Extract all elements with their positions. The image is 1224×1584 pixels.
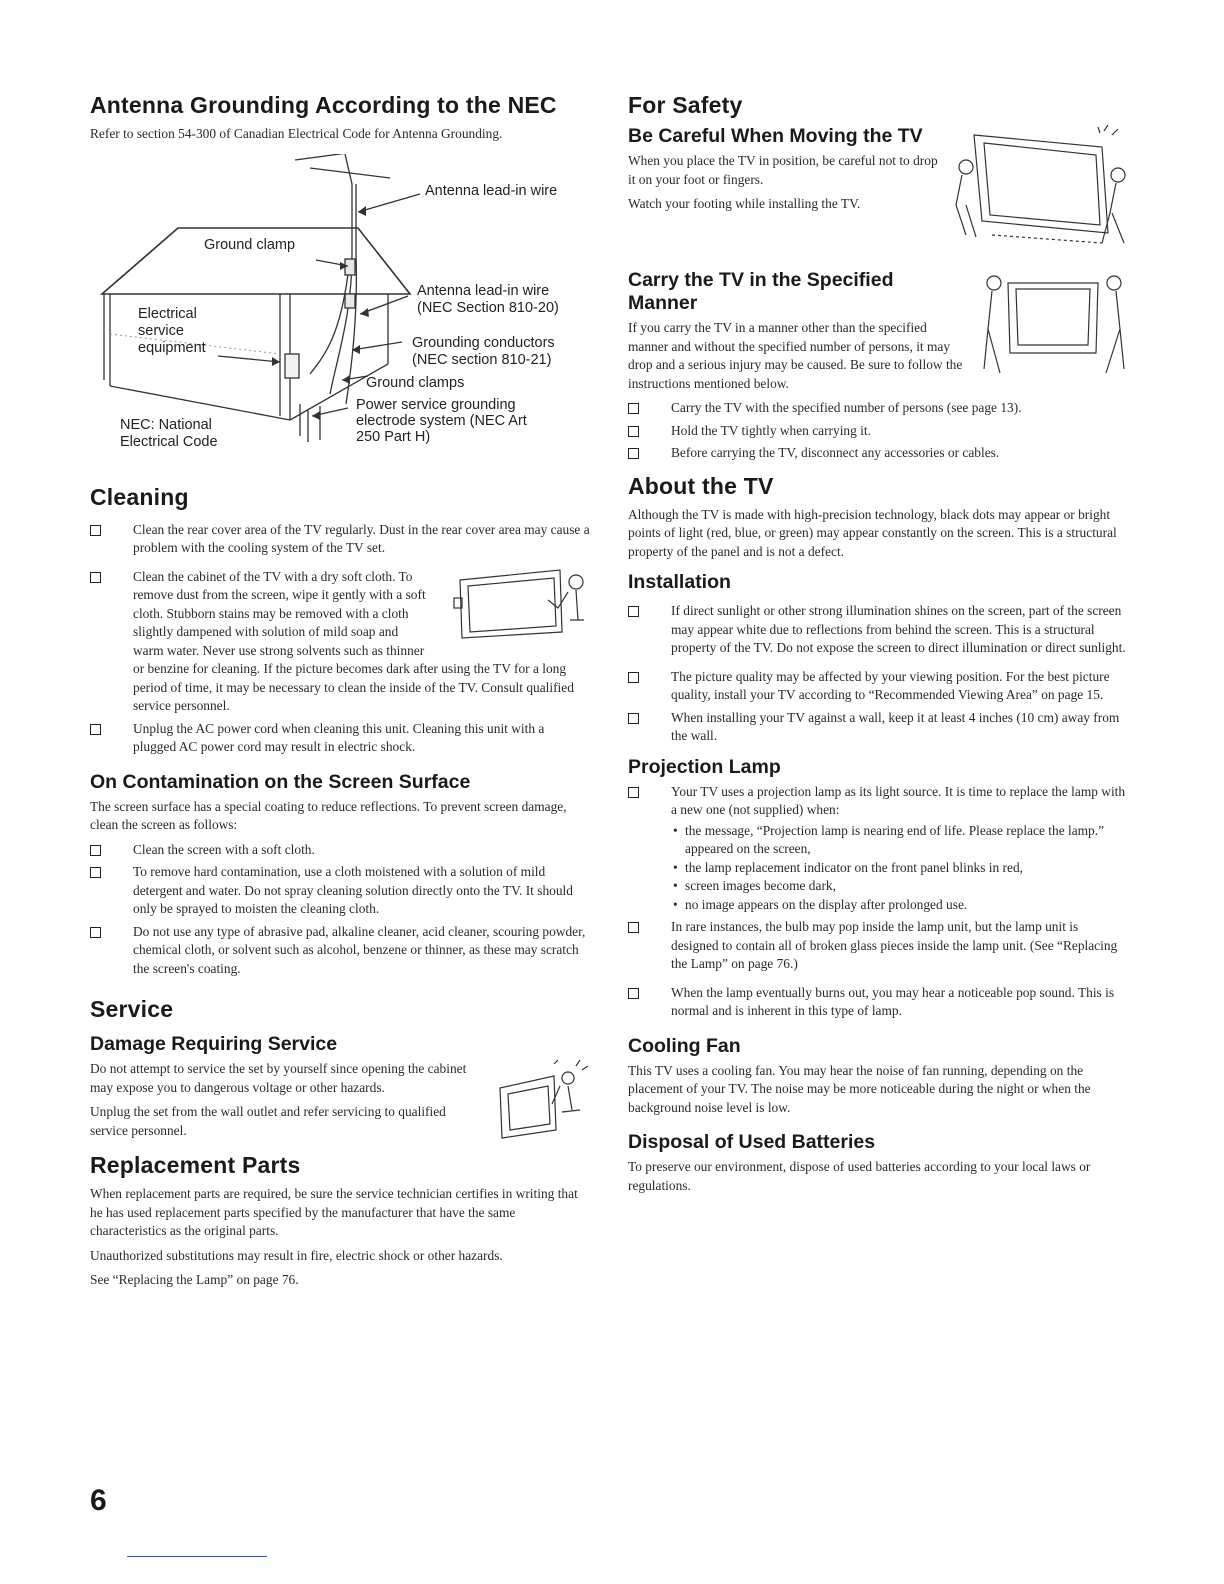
list-item: To remove hard contamination, use a cloth moistened with a solution of mild detergent and water. Do not spray cleaning solution directly onto the TV. It should only be sprayed to moisten the cleaning cloth. xyxy=(90,863,590,919)
contamination-text: The screen surface has a special coating to reduce reflections. To prevent screen damage, clean the screen as follows: xyxy=(90,798,567,832)
for-safety-heading: For Safety xyxy=(628,92,743,118)
checkbox-square-icon xyxy=(628,988,639,999)
projection-lamp-heading: Projection Lamp xyxy=(628,755,781,778)
installation-list xyxy=(628,602,1128,746)
footer-rule xyxy=(127,1556,267,1557)
installation-heading: Installation xyxy=(628,571,731,593)
cooling-fan-heading: Cooling Fan xyxy=(628,1034,741,1057)
label-lead-in-nec-1: Antenna lead-in wire xyxy=(417,282,550,299)
checkbox-square-icon xyxy=(628,922,639,933)
lamp-conditions-list xyxy=(671,822,1128,915)
label-power-service-1: Power service grounding xyxy=(356,396,516,413)
list-item: Clean the rear cover area of the TV regularly. Dust in the rear cover area may cause a problem with the cooling system of the TV set. xyxy=(90,521,590,558)
list-item: Unplug the AC power cord when cleaning this unit. Cleaning this unit with a plugged AC power cord may result in electric shock. xyxy=(90,720,590,757)
disposal-batteries-text: To preserve our environment, dispose of used batteries according to your local laws or regulations. xyxy=(628,1159,1091,1193)
damage-requiring-service-heading: Damage Requiring Service xyxy=(90,1033,338,1055)
carry-list xyxy=(628,399,1128,463)
cleaning-heading: Cleaning xyxy=(90,483,189,510)
wiping-tv-illustration xyxy=(440,568,590,640)
moving-tv-illustration xyxy=(952,125,1128,261)
projection-lamp-list xyxy=(628,783,1128,1021)
checkbox-square-icon xyxy=(90,572,101,583)
checkbox-square-icon xyxy=(90,525,101,536)
label-lead-in-nec-2: (NEC Section 810-20) xyxy=(417,299,559,316)
moving-text-2: Watch your footing while installing the TV. xyxy=(628,196,861,211)
moving-heading: Be Careful When Moving the TV xyxy=(628,125,923,147)
checkbox-square-icon xyxy=(628,606,639,617)
label-nec-1: NEC: National xyxy=(120,416,212,433)
damage-section xyxy=(90,1060,590,1148)
list-item: Before carrying the TV, disconnect any accessories or cables. xyxy=(628,444,1128,463)
list-item: Your TV uses a projection lamp as its light source. It is time to replace the lamp with a new one (not supplied) when: • the message, “Projection lamp is nearing end of life. Please replace the lamp.” appeared on the screen, • the lamp replacement indicator on the front panel blinks in red, • screen images become dark, • no image appears on the display after prolonged use. xyxy=(628,783,1128,915)
carrying-tv-illustration xyxy=(978,269,1128,385)
label-power-service-2: electrode system (NEC Art xyxy=(356,412,527,429)
antenna-grounding-heading: Antenna Grounding According to the NEC xyxy=(90,92,557,118)
right-column xyxy=(628,92,1128,1201)
list-item: Hold the TV tightly when carrying it. xyxy=(628,422,1128,441)
checkbox-square-icon xyxy=(90,867,101,878)
label-grounding-conductors-1: Grounding conductors xyxy=(412,334,555,351)
contamination-list xyxy=(90,841,590,979)
carry-text: If you carry the TV in a manner other than the specified manner and without the specified number of persons, it may drop and a serious injury may be caused. Be sure to follow the instructions mentioned below. xyxy=(628,320,963,391)
moving-section xyxy=(628,125,1128,265)
list-item: Clean the cabinet of the TV with a dry soft cloth. To remove dust from the screen, wipe it gently with a soft cloth. Stubborn stains may be removed with a cloth slightly dampened with solution of mild soap and warm water. Never use strong solvents such as thinner or benzine for cleaning. If the picture becomes dark after using the TV for a long period of time, it may be necessary to clean the inside of the TV. Consult qualified service personnel. xyxy=(90,568,590,716)
about-tv-heading: About the TV xyxy=(628,472,774,499)
checkbox-square-icon xyxy=(90,724,101,735)
label-equipment: equipment xyxy=(138,339,206,356)
list-item: In rare instances, the bulb may pop inside the lamp unit, but the lamp unit is designed to contain all of broken glass pieces inside the lamp unit. (See “Replacing the Lamp” on page 76.) xyxy=(628,918,1128,974)
antenna-grounding-text: Refer to section 54-300 of Canadian Electrical Code for Antenna Grounding. xyxy=(90,126,503,141)
list-item: • screen images become dark, xyxy=(673,878,836,893)
cooling-fan-text: This TV uses a cooling fan. You may hear the noise of fan running, depending on the placement of your TV. The noise may be more noticeable during the night or when the background noise level is low. xyxy=(628,1062,1091,1115)
moving-text-1: When you place the TV in position, be careful not to drop it on your foot or fingers. xyxy=(628,153,938,187)
list-item: Carry the TV with the specified number of persons (see page 13). xyxy=(628,399,1128,418)
replacement-parts-text-2: Unauthorized substitutions may result in fire, electric shock or other hazards. xyxy=(90,1247,503,1263)
contamination-heading: On Contamination on the Screen Surface xyxy=(90,770,471,793)
list-item: Clean the screen with a soft cloth. xyxy=(90,841,590,860)
replacement-parts-heading: Replacement Parts xyxy=(90,1152,301,1178)
label-ground-clamp: Ground clamp xyxy=(204,236,296,253)
checkbox-square-icon xyxy=(90,845,101,856)
disposal-batteries-heading: Disposal of Used Batteries xyxy=(628,1131,876,1153)
carry-section xyxy=(628,269,1128,399)
checkbox-square-icon xyxy=(90,927,101,938)
replacement-parts-text-1: When replacement parts are required, be sure the service technician certifies in writing that he has used replacement parts specified by the manufacturer that have the same characteristics as the original parts. xyxy=(90,1186,578,1238)
about-tv-text: Although the TV is made with high-precision technology, black dots may appear or bright points of light (red, blue, or green) may appear constantly on the screen. This is a structural property of the panel and is not a defect. xyxy=(628,506,1117,559)
label-ground-clamps: Ground clamps xyxy=(366,374,465,391)
list-item: The picture quality may be affected by your viewing position. For the best picture quality, install your TV according to “Recommended Viewing Area” on page 15. xyxy=(628,668,1128,705)
service-tv-illustration xyxy=(492,1060,590,1144)
replacement-parts-text-3: See “Replacing the Lamp” on page 76. xyxy=(90,1272,299,1287)
label-service: service xyxy=(138,322,184,339)
checkbox-square-icon xyxy=(628,787,639,798)
damage-text-2: Unplug the set from the wall outlet and refer servicing to qualified service personnel. xyxy=(90,1104,446,1138)
label-antenna-lead-in-wire: Antenna lead-in wire xyxy=(425,182,558,199)
list-item: When the lamp eventually burns out, you may hear a noticeable pop sound. This is normal and is inherent in this type of lamp. xyxy=(628,984,1128,1021)
label-power-service-3: 250 Part H) xyxy=(356,428,431,445)
antenna-grounding-diagram xyxy=(90,154,590,474)
damage-text-1: Do not attempt to service the set by yourself since opening the cabinet may expose you to dangerous voltage or other hazards. xyxy=(90,1061,467,1095)
list-item: • no image appears on the display after prolonged use. xyxy=(673,896,968,912)
checkbox-square-icon xyxy=(628,403,639,414)
carry-heading: Carry the TV in the Specified Manner xyxy=(628,269,894,314)
service-heading: Service xyxy=(90,996,174,1022)
label-nec-2: Electrical Code xyxy=(120,433,218,450)
list-item: • the lamp replacement indicator on the front panel blinks in red, xyxy=(673,859,1024,875)
checkbox-square-icon xyxy=(628,713,639,724)
list-item: Do not use any type of abrasive pad, alkaline cleaner, acid cleaner, scouring powder, chemical cloth, or solvent such as alcohol, benzene or thinner, as these may scratch the screen's coating. xyxy=(90,923,590,979)
checkbox-square-icon xyxy=(628,672,639,683)
page-number: 6 xyxy=(90,1484,107,1517)
cleaning-list xyxy=(90,521,590,757)
left-column xyxy=(90,92,590,1296)
checkbox-square-icon xyxy=(628,426,639,437)
label-electrical: Electrical xyxy=(138,305,197,322)
checkbox-square-icon xyxy=(628,448,639,459)
list-item: • the message, “Projection lamp is nearing end of life. Please replace the lamp.” appeared on the screen, xyxy=(673,822,1105,856)
label-grounding-conductors-2: (NEC section 810-21) xyxy=(412,351,552,368)
list-item: When installing your TV against a wall, keep it at least 4 inches (10 cm) away from the wall. xyxy=(628,709,1128,746)
list-item: If direct sunlight or other strong illumination shines on the screen, part of the screen may appear white due to reflections from behind the screen. This is a structural property of the TV. Do not expose the screen to direct illumination or direct sunlight. xyxy=(628,602,1128,658)
